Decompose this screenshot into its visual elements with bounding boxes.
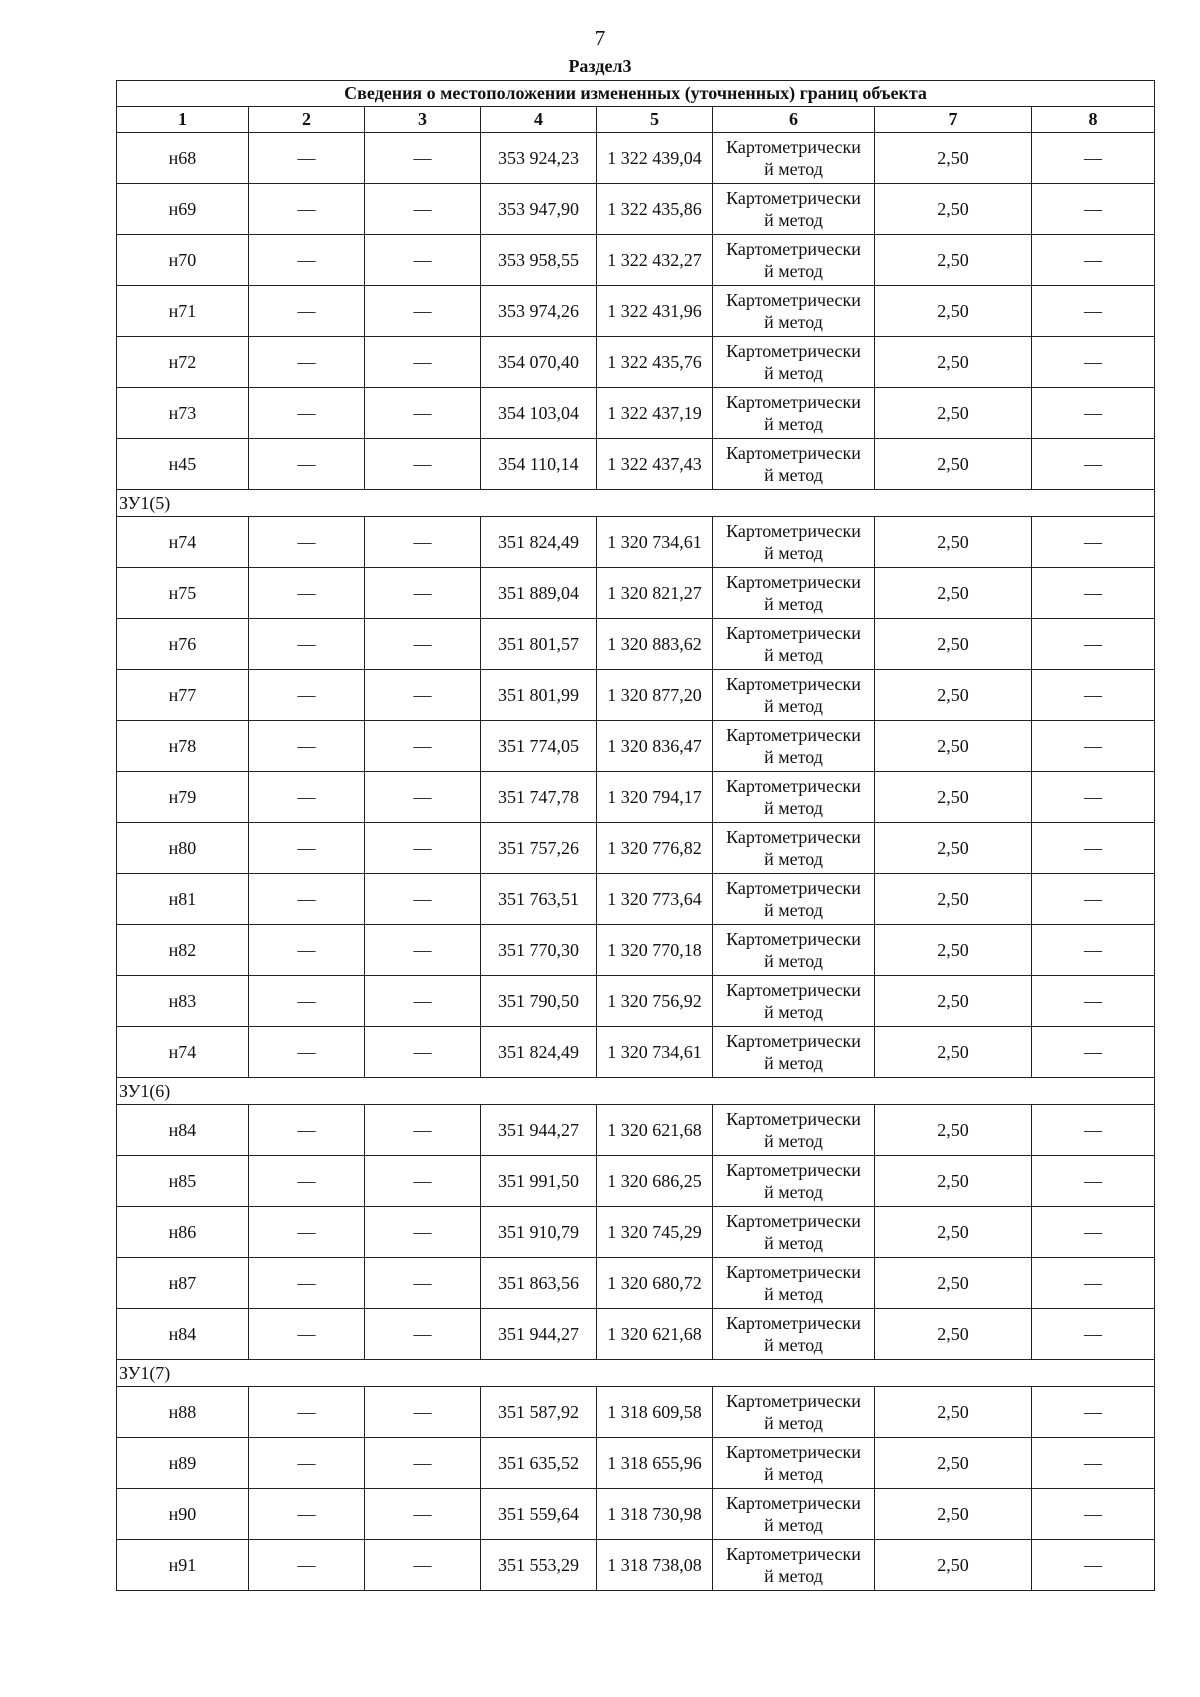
accuracy-cell: 2,50 — [875, 568, 1032, 619]
empty-dash-cell: — — [1032, 1540, 1155, 1591]
empty-dash-cell: — — [365, 874, 481, 925]
x-coordinate-cell: 351 991,50 — [481, 1156, 597, 1207]
empty-dash-cell: — — [249, 337, 365, 388]
y-coordinate-cell: 1 322 439,04 — [597, 133, 713, 184]
accuracy-cell: 2,50 — [875, 1207, 1032, 1258]
point-name-cell: н71 — [117, 286, 249, 337]
empty-dash-cell: — — [365, 286, 481, 337]
accuracy-cell: 2,50 — [875, 184, 1032, 235]
method-cell: Картометрически й метод — [713, 286, 875, 337]
column-number: 4 — [481, 107, 597, 133]
point-name-cell: н81 — [117, 874, 249, 925]
x-coordinate-cell: 351 635,52 — [481, 1438, 597, 1489]
boundary-coordinates-table — [116, 80, 1155, 1591]
group-header-row — [117, 1078, 1155, 1105]
empty-dash-cell: — — [1032, 337, 1155, 388]
empty-dash-cell: — — [365, 1258, 481, 1309]
empty-dash-cell: — — [249, 184, 365, 235]
accuracy-cell: 2,50 — [875, 517, 1032, 568]
y-coordinate-cell: 1 320 877,20 — [597, 670, 713, 721]
empty-dash-cell: — — [249, 976, 365, 1027]
x-coordinate-cell: 351 747,78 — [481, 772, 597, 823]
method-cell: Картометрически й метод — [713, 235, 875, 286]
empty-dash-cell: — — [249, 286, 365, 337]
method-cell: Картометрически й метод — [713, 1258, 875, 1309]
method-cell: Картометрически й метод — [713, 568, 875, 619]
x-coordinate-cell: 353 958,55 — [481, 235, 597, 286]
x-coordinate-cell: 351 801,99 — [481, 670, 597, 721]
table-row — [117, 925, 1155, 976]
point-name-cell: н77 — [117, 670, 249, 721]
point-name-cell: н79 — [117, 772, 249, 823]
method-cell: Картометрически й метод — [713, 772, 875, 823]
empty-dash-cell: — — [1032, 1258, 1155, 1309]
y-coordinate-cell: 1 320 621,68 — [597, 1105, 713, 1156]
table-row — [117, 1156, 1155, 1207]
empty-dash-cell: — — [365, 976, 481, 1027]
point-name-cell: н78 — [117, 721, 249, 772]
column-number: 7 — [875, 107, 1032, 133]
y-coordinate-cell: 1 320 883,62 — [597, 619, 713, 670]
method-cell: Картометрически й метод — [713, 517, 875, 568]
accuracy-cell: 2,50 — [875, 1489, 1032, 1540]
empty-dash-cell: — — [1032, 925, 1155, 976]
y-coordinate-cell: 1 320 794,17 — [597, 772, 713, 823]
group-label: ЗУ1(5) — [117, 490, 1155, 517]
y-coordinate-cell: 1 320 776,82 — [597, 823, 713, 874]
empty-dash-cell: — — [365, 388, 481, 439]
x-coordinate-cell: 351 790,50 — [481, 976, 597, 1027]
accuracy-cell: 2,50 — [875, 874, 1032, 925]
accuracy-cell: 2,50 — [875, 925, 1032, 976]
table-body — [117, 81, 1155, 1591]
table-row — [117, 184, 1155, 235]
accuracy-cell: 2,50 — [875, 772, 1032, 823]
accuracy-cell: 2,50 — [875, 721, 1032, 772]
y-coordinate-cell: 1 320 686,25 — [597, 1156, 713, 1207]
empty-dash-cell: — — [1032, 1105, 1155, 1156]
method-cell: Картометрически й метод — [713, 1027, 875, 1078]
empty-dash-cell: — — [1032, 235, 1155, 286]
empty-dash-cell: — — [1032, 388, 1155, 439]
y-coordinate-cell: 1 318 655,96 — [597, 1438, 713, 1489]
method-cell: Картометрически й метод — [713, 184, 875, 235]
empty-dash-cell: — — [365, 1309, 481, 1360]
method-cell: Картометрически й метод — [713, 133, 875, 184]
accuracy-cell: 2,50 — [875, 823, 1032, 874]
empty-dash-cell: — — [1032, 1027, 1155, 1078]
method-cell: Картометрически й метод — [713, 721, 875, 772]
table-row — [117, 619, 1155, 670]
empty-dash-cell: — — [1032, 1207, 1155, 1258]
point-name-cell: н76 — [117, 619, 249, 670]
empty-dash-cell: — — [1032, 1489, 1155, 1540]
section-title: Раздел3 — [568, 56, 632, 76]
empty-dash-cell: — — [365, 439, 481, 490]
accuracy-cell: 2,50 — [875, 1258, 1032, 1309]
empty-dash-cell: — — [249, 925, 365, 976]
y-coordinate-cell: 1 320 680,72 — [597, 1258, 713, 1309]
accuracy-cell: 2,50 — [875, 1156, 1032, 1207]
y-coordinate-cell: 1 320 745,29 — [597, 1207, 713, 1258]
method-cell: Картометрически й метод — [713, 1309, 875, 1360]
point-name-cell: н84 — [117, 1105, 249, 1156]
y-coordinate-cell: 1 320 836,47 — [597, 721, 713, 772]
point-name-cell: н75 — [117, 568, 249, 619]
point-name-cell: н45 — [117, 439, 249, 490]
empty-dash-cell: — — [365, 133, 481, 184]
method-cell: Картометрически й метод — [713, 976, 875, 1027]
table-row — [117, 772, 1155, 823]
empty-dash-cell: — — [249, 388, 365, 439]
x-coordinate-cell: 354 103,04 — [481, 388, 597, 439]
accuracy-cell: 2,50 — [875, 1438, 1032, 1489]
table-row — [117, 517, 1155, 568]
table-row — [117, 1105, 1155, 1156]
column-number-row — [117, 107, 1155, 133]
table-caption: Сведения о местоположении измененных (уточненных) границ объекта — [117, 81, 1155, 107]
y-coordinate-cell: 1 318 738,08 — [597, 1540, 713, 1591]
empty-dash-cell: — — [249, 670, 365, 721]
point-name-cell: н86 — [117, 1207, 249, 1258]
group-label: ЗУ1(7) — [117, 1360, 1155, 1387]
y-coordinate-cell: 1 320 621,68 — [597, 1309, 713, 1360]
table-row — [117, 1489, 1155, 1540]
table-row — [117, 235, 1155, 286]
empty-dash-cell: — — [249, 1207, 365, 1258]
point-name-cell: н73 — [117, 388, 249, 439]
point-name-cell: н85 — [117, 1156, 249, 1207]
group-header-row — [117, 490, 1155, 517]
empty-dash-cell: — — [365, 1540, 481, 1591]
empty-dash-cell: — — [1032, 1438, 1155, 1489]
empty-dash-cell: — — [365, 925, 481, 976]
method-cell: Картометрически й метод — [713, 1489, 875, 1540]
x-coordinate-cell: 351 559,64 — [481, 1489, 597, 1540]
empty-dash-cell: — — [365, 721, 481, 772]
empty-dash-cell: — — [249, 874, 365, 925]
empty-dash-cell: — — [249, 568, 365, 619]
point-name-cell: н88 — [117, 1387, 249, 1438]
empty-dash-cell: — — [249, 1309, 365, 1360]
method-cell: Картометрически й метод — [713, 439, 875, 490]
accuracy-cell: 2,50 — [875, 1387, 1032, 1438]
table-row — [117, 1207, 1155, 1258]
point-name-cell: н87 — [117, 1258, 249, 1309]
y-coordinate-cell: 1 322 435,76 — [597, 337, 713, 388]
x-coordinate-cell: 354 070,40 — [481, 337, 597, 388]
y-coordinate-cell: 1 320 773,64 — [597, 874, 713, 925]
x-coordinate-cell: 351 553,29 — [481, 1540, 597, 1591]
empty-dash-cell: — — [249, 439, 365, 490]
table-caption-row — [117, 81, 1155, 107]
y-coordinate-cell: 1 320 821,27 — [597, 568, 713, 619]
y-coordinate-cell: 1 322 437,19 — [597, 388, 713, 439]
group-label: ЗУ1(6) — [117, 1078, 1155, 1105]
empty-dash-cell: — — [365, 772, 481, 823]
group-header-row — [117, 1360, 1155, 1387]
empty-dash-cell: — — [249, 1540, 365, 1591]
table-row — [117, 439, 1155, 490]
y-coordinate-cell: 1 318 609,58 — [597, 1387, 713, 1438]
empty-dash-cell: — — [249, 619, 365, 670]
x-coordinate-cell: 351 944,27 — [481, 1105, 597, 1156]
y-coordinate-cell: 1 318 730,98 — [597, 1489, 713, 1540]
empty-dash-cell: — — [1032, 184, 1155, 235]
empty-dash-cell: — — [249, 235, 365, 286]
method-cell: Картометрически й метод — [713, 1387, 875, 1438]
x-coordinate-cell: 351 801,57 — [481, 619, 597, 670]
empty-dash-cell: — — [1032, 439, 1155, 490]
x-coordinate-cell: 351 863,56 — [481, 1258, 597, 1309]
point-name-cell: н84 — [117, 1309, 249, 1360]
y-coordinate-cell: 1 320 756,92 — [597, 976, 713, 1027]
empty-dash-cell: — — [365, 1438, 481, 1489]
table-row — [117, 568, 1155, 619]
x-coordinate-cell: 351 757,26 — [481, 823, 597, 874]
empty-dash-cell: — — [249, 772, 365, 823]
method-cell: Картометрически й метод — [713, 925, 875, 976]
empty-dash-cell: — — [249, 1489, 365, 1540]
method-cell: Картометрически й метод — [713, 1207, 875, 1258]
column-number: 2 — [249, 107, 365, 133]
accuracy-cell: 2,50 — [875, 439, 1032, 490]
y-coordinate-cell: 1 320 770,18 — [597, 925, 713, 976]
empty-dash-cell: — — [1032, 874, 1155, 925]
y-coordinate-cell: 1 322 437,43 — [597, 439, 713, 490]
method-cell: Картометрически й метод — [713, 1438, 875, 1489]
accuracy-cell: 2,50 — [875, 337, 1032, 388]
method-cell: Картометрически й метод — [713, 1105, 875, 1156]
accuracy-cell: 2,50 — [875, 286, 1032, 337]
column-number: 5 — [597, 107, 713, 133]
point-name-cell: н69 — [117, 184, 249, 235]
x-coordinate-cell: 351 587,92 — [481, 1387, 597, 1438]
x-coordinate-cell: 351 763,51 — [481, 874, 597, 925]
empty-dash-cell: — — [1032, 568, 1155, 619]
x-coordinate-cell: 351 944,27 — [481, 1309, 597, 1360]
x-coordinate-cell: 351 889,04 — [481, 568, 597, 619]
y-coordinate-cell: 1 320 734,61 — [597, 517, 713, 568]
table-row — [117, 133, 1155, 184]
empty-dash-cell: — — [249, 1027, 365, 1078]
method-cell: Картометрически й метод — [713, 1540, 875, 1591]
table-row — [117, 1027, 1155, 1078]
method-cell: Картометрически й метод — [713, 823, 875, 874]
accuracy-cell: 2,50 — [875, 133, 1032, 184]
point-name-cell: н91 — [117, 1540, 249, 1591]
empty-dash-cell: — — [1032, 286, 1155, 337]
empty-dash-cell: — — [365, 517, 481, 568]
empty-dash-cell: — — [1032, 670, 1155, 721]
x-coordinate-cell: 354 110,14 — [481, 439, 597, 490]
point-name-cell: н72 — [117, 337, 249, 388]
method-cell: Картометрически й метод — [713, 388, 875, 439]
accuracy-cell: 2,50 — [875, 388, 1032, 439]
column-number: 8 — [1032, 107, 1155, 133]
point-name-cell: н70 — [117, 235, 249, 286]
empty-dash-cell: — — [365, 1105, 481, 1156]
accuracy-cell: 2,50 — [875, 1309, 1032, 1360]
x-coordinate-cell: 351 910,79 — [481, 1207, 597, 1258]
empty-dash-cell: — — [249, 1387, 365, 1438]
point-name-cell: н74 — [117, 1027, 249, 1078]
x-coordinate-cell: 351 824,49 — [481, 1027, 597, 1078]
empty-dash-cell: — — [365, 568, 481, 619]
empty-dash-cell: — — [1032, 1309, 1155, 1360]
empty-dash-cell: — — [249, 1258, 365, 1309]
table-row — [117, 1309, 1155, 1360]
table-row — [117, 670, 1155, 721]
empty-dash-cell: — — [249, 1156, 365, 1207]
table-row — [117, 976, 1155, 1027]
empty-dash-cell: — — [365, 1207, 481, 1258]
accuracy-cell: 2,50 — [875, 235, 1032, 286]
empty-dash-cell: — — [249, 823, 365, 874]
point-name-cell: н74 — [117, 517, 249, 568]
empty-dash-cell: — — [365, 670, 481, 721]
empty-dash-cell: — — [249, 1438, 365, 1489]
x-coordinate-cell: 351 824,49 — [481, 517, 597, 568]
empty-dash-cell: — — [1032, 517, 1155, 568]
method-cell: Картометрически й метод — [713, 670, 875, 721]
table-row — [117, 337, 1155, 388]
table-row — [117, 1540, 1155, 1591]
point-name-cell: н82 — [117, 925, 249, 976]
empty-dash-cell: — — [1032, 976, 1155, 1027]
empty-dash-cell: — — [1032, 823, 1155, 874]
x-coordinate-cell: 351 770,30 — [481, 925, 597, 976]
table-row — [117, 874, 1155, 925]
y-coordinate-cell: 1 322 435,86 — [597, 184, 713, 235]
table-row — [117, 721, 1155, 772]
empty-dash-cell: — — [1032, 1156, 1155, 1207]
table-row — [117, 823, 1155, 874]
accuracy-cell: 2,50 — [875, 1027, 1032, 1078]
point-name-cell: н68 — [117, 133, 249, 184]
table-row — [117, 1387, 1155, 1438]
empty-dash-cell: — — [1032, 133, 1155, 184]
accuracy-cell: 2,50 — [875, 1105, 1032, 1156]
accuracy-cell: 2,50 — [875, 1540, 1032, 1591]
y-coordinate-cell: 1 322 432,27 — [597, 235, 713, 286]
empty-dash-cell: — — [249, 517, 365, 568]
empty-dash-cell: — — [1032, 619, 1155, 670]
empty-dash-cell: — — [249, 133, 365, 184]
x-coordinate-cell: 353 974,26 — [481, 286, 597, 337]
page-number: 7 — [594, 26, 606, 50]
column-number: 3 — [365, 107, 481, 133]
point-name-cell: н90 — [117, 1489, 249, 1540]
empty-dash-cell: — — [249, 1105, 365, 1156]
empty-dash-cell: — — [365, 337, 481, 388]
point-name-cell: н80 — [117, 823, 249, 874]
method-cell: Картометрически й метод — [713, 619, 875, 670]
x-coordinate-cell: 351 774,05 — [481, 721, 597, 772]
column-number: 1 — [117, 107, 249, 133]
accuracy-cell: 2,50 — [875, 976, 1032, 1027]
x-coordinate-cell: 353 924,23 — [481, 133, 597, 184]
x-coordinate-cell: 353 947,90 — [481, 184, 597, 235]
table-row — [117, 1258, 1155, 1309]
y-coordinate-cell: 1 320 734,61 — [597, 1027, 713, 1078]
empty-dash-cell: — — [1032, 772, 1155, 823]
accuracy-cell: 2,50 — [875, 619, 1032, 670]
empty-dash-cell: — — [365, 1489, 481, 1540]
empty-dash-cell: — — [365, 1387, 481, 1438]
method-cell: Картометрически й метод — [713, 1156, 875, 1207]
table-row — [117, 286, 1155, 337]
empty-dash-cell: — — [365, 235, 481, 286]
empty-dash-cell: — — [365, 823, 481, 874]
point-name-cell: н89 — [117, 1438, 249, 1489]
empty-dash-cell: — — [365, 184, 481, 235]
table-row — [117, 388, 1155, 439]
empty-dash-cell: — — [1032, 721, 1155, 772]
empty-dash-cell: — — [365, 1027, 481, 1078]
empty-dash-cell: — — [365, 1156, 481, 1207]
empty-dash-cell: — — [249, 721, 365, 772]
accuracy-cell: 2,50 — [875, 670, 1032, 721]
column-number: 6 — [713, 107, 875, 133]
table-row — [117, 1438, 1155, 1489]
empty-dash-cell: — — [1032, 1387, 1155, 1438]
point-name-cell: н83 — [117, 976, 249, 1027]
y-coordinate-cell: 1 322 431,96 — [597, 286, 713, 337]
method-cell: Картометрически й метод — [713, 874, 875, 925]
method-cell: Картометрически й метод — [713, 337, 875, 388]
empty-dash-cell: — — [365, 619, 481, 670]
